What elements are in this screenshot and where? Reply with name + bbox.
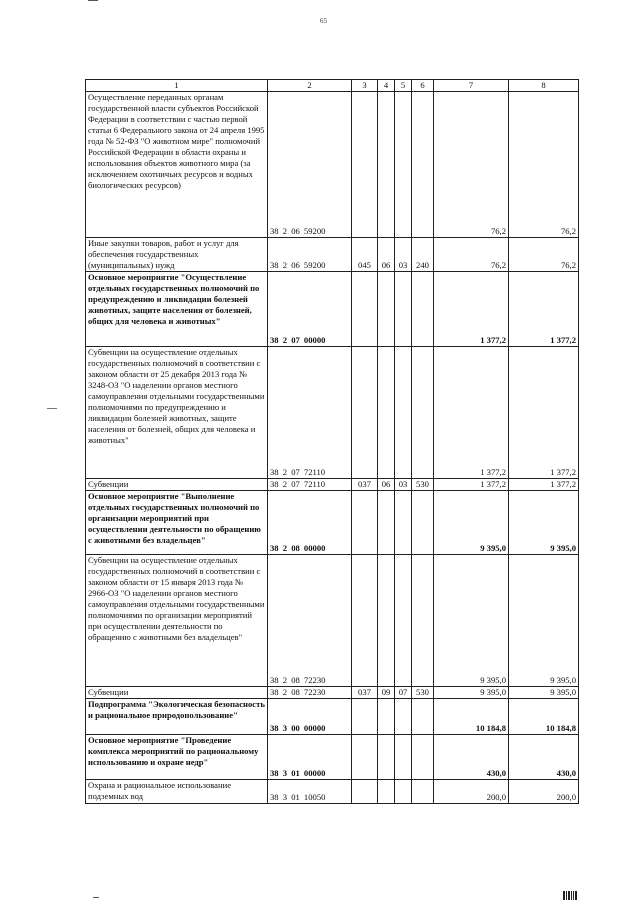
row-name-cell: Подпрограмма "Экологическая безопасность и рациональное природопользование" (86, 699, 268, 735)
row-col7-cell: 1 377,2 (434, 347, 509, 479)
row-col4-cell: 06 (378, 479, 395, 491)
row-code-cell: 38 2 08 00000 (268, 491, 352, 555)
row-col7-cell: 76,2 (434, 238, 509, 272)
header-col-7: 7 (434, 80, 509, 92)
row-col8-cell: 10 184,8 (509, 699, 579, 735)
table-row (86, 347, 579, 479)
row-code-cell: 38 2 06 59200 (268, 238, 352, 272)
row-code-cell: 38 2 07 00000 (268, 272, 352, 347)
row-col5-cell (395, 699, 412, 735)
row-code-cell: 38 2 08 72230 (268, 555, 352, 687)
row-col8-cell: 76,2 (509, 238, 579, 272)
header-col-3: 3 (352, 80, 378, 92)
row-col3-cell (352, 272, 378, 347)
row-code-cell: 38 2 07 72110 (268, 479, 352, 491)
table-row (86, 699, 579, 735)
row-name-cell: Субвенции на осуществление отдельных государственных полномочий в соответствии с законом области от 25 декабря 2013 года № 3248-ОЗ "О наделении органов местного самоуправления отдельными государственными полномочиями по предупреждению и ликвидации болезней животных, защите населения от болезней, общих для человека и животных" (86, 347, 268, 479)
row-col5-cell (395, 780, 412, 804)
row-col7-cell: 9 395,0 (434, 491, 509, 555)
row-col6-cell (412, 555, 434, 687)
row-col4-cell (378, 92, 395, 238)
row-col7-cell: 9 395,0 (434, 687, 509, 699)
table-row (86, 491, 579, 555)
row-col5-cell (395, 735, 412, 780)
row-col6-cell (412, 780, 434, 804)
row-col3-cell: 037 (352, 479, 378, 491)
row-col6-cell (412, 491, 434, 555)
row-col4-cell: 06 (378, 238, 395, 272)
row-col4-cell (378, 555, 395, 687)
row-col8-cell: 1 377,2 (509, 479, 579, 491)
row-col5-cell: 03 (395, 479, 412, 491)
row-col8-cell: 1 377,2 (509, 272, 579, 347)
table-row (86, 780, 579, 804)
row-col3-cell (352, 347, 378, 479)
row-col8-cell: 200,0 (509, 780, 579, 804)
row-col3-cell (352, 491, 378, 555)
row-col8-cell: 9 395,0 (509, 555, 579, 687)
row-col7-cell: 1 377,2 (434, 272, 509, 347)
row-name-cell: Осуществление переданных органам государственной власти субъектов Российской Федерации в соответствии с частью первой статьи 6 Федерального закона от 24 апреля 1995 года № 52-ФЗ "О животном мире" полномочий Российской Федерации в области охраны и использования объектов животного мира (за исключением охотничьих ресурсов и водных биологических ресурсов) (86, 92, 268, 238)
row-name-cell: Охрана и рациональное использование подземных вод (86, 780, 268, 804)
table-row (86, 238, 579, 272)
table-row (86, 92, 579, 238)
row-code-cell: 38 2 08 72230 (268, 687, 352, 699)
row-col4-cell (378, 347, 395, 479)
row-col8-cell: 76,2 (509, 92, 579, 238)
row-col7-cell: 1 377,2 (434, 479, 509, 491)
row-col8-cell: 430,0 (509, 735, 579, 780)
page-number: 65 (320, 17, 327, 25)
row-name-cell: Субвенции на осуществление отдельных государственных полномочий в соответствии с законом области от 15 января 2013 года № 2966-ОЗ "О наделении органов местного самоуправления отдельными государственными полномочиями по организации мероприятий при осуществлении деятельности по обращению с животными без владельцев" (86, 555, 268, 687)
table-row (86, 735, 579, 780)
row-col8-cell: 9 395,0 (509, 491, 579, 555)
row-col6-cell (412, 735, 434, 780)
row-col5-cell: 07 (395, 687, 412, 699)
row-col6-cell (412, 272, 434, 347)
row-col5-cell: 03 (395, 238, 412, 272)
scan-mark-top (88, 0, 98, 1)
row-col5-cell (395, 272, 412, 347)
header-col-1: 1 (86, 80, 268, 92)
row-col4-cell (378, 491, 395, 555)
row-col3-cell (352, 92, 378, 238)
row-col6-cell (412, 347, 434, 479)
row-col4-cell (378, 699, 395, 735)
row-col3-cell (352, 699, 378, 735)
row-col3-cell (352, 735, 378, 780)
row-name-cell: Иные закупки товаров, работ и услуг для обеспечения государственных (муниципальных) нужд (86, 238, 268, 272)
barcode-icon (563, 891, 577, 900)
row-code-cell: 38 3 00 00000 (268, 699, 352, 735)
row-col7-cell: 10 184,8 (434, 699, 509, 735)
row-code-cell: 38 2 07 72110 (268, 347, 352, 479)
row-col3-cell (352, 555, 378, 687)
row-col6-cell: 530 (412, 687, 434, 699)
row-col6-cell: 240 (412, 238, 434, 272)
row-col8-cell: 1 377,2 (509, 347, 579, 479)
row-col4-cell: 09 (378, 687, 395, 699)
row-name-cell: Субвенции (86, 687, 268, 699)
header-row (86, 80, 579, 92)
scan-mark-bottom (93, 897, 99, 898)
header-col-6: 6 (412, 80, 434, 92)
table-row (86, 272, 579, 347)
row-col7-cell: 76,2 (434, 92, 509, 238)
row-col3-cell: 037 (352, 687, 378, 699)
row-col5-cell (395, 555, 412, 687)
table-row (86, 555, 579, 687)
row-col5-cell (395, 491, 412, 555)
row-col4-cell (378, 735, 395, 780)
header-col-5: 5 (395, 80, 412, 92)
row-col4-cell (378, 272, 395, 347)
scan-mark-side (47, 408, 57, 409)
header-col-8: 8 (509, 80, 579, 92)
row-col6-cell (412, 92, 434, 238)
row-name-cell: Субвенции (86, 479, 268, 491)
row-col5-cell (395, 92, 412, 238)
table-row (86, 687, 579, 699)
header-col-2: 2 (268, 80, 352, 92)
row-col3-cell: 045 (352, 238, 378, 272)
row-name-cell: Основное мероприятие "Осуществление отдельных государственных полномочий по предупреждению и ликвидации болезней животных, защите населения от болезней, общих для человека и животных" (86, 272, 268, 347)
row-col5-cell (395, 347, 412, 479)
row-col7-cell: 9 395,0 (434, 555, 509, 687)
row-col7-cell: 200,0 (434, 780, 509, 804)
row-col6-cell: 530 (412, 479, 434, 491)
row-name-cell: Основное мероприятие "Проведение комплекса мероприятий по рациональному использованию и охране недр" (86, 735, 268, 780)
header-col-4: 4 (378, 80, 395, 92)
row-code-cell: 38 3 01 00000 (268, 735, 352, 780)
budget-table (85, 79, 579, 804)
row-col3-cell (352, 780, 378, 804)
row-col6-cell (412, 699, 434, 735)
table-body (86, 92, 579, 804)
table-row (86, 479, 579, 491)
row-name-cell: Основное мероприятие "Выполнение отдельных государственных полномочий по организации мероприятий при осуществлении деятельности по обращению с животными без владельцев" (86, 491, 268, 555)
row-col4-cell (378, 780, 395, 804)
row-col8-cell: 9 395,0 (509, 687, 579, 699)
row-code-cell: 38 3 01 10050 (268, 780, 352, 804)
row-col7-cell: 430,0 (434, 735, 509, 780)
row-code-cell: 38 2 06 59200 (268, 92, 352, 238)
